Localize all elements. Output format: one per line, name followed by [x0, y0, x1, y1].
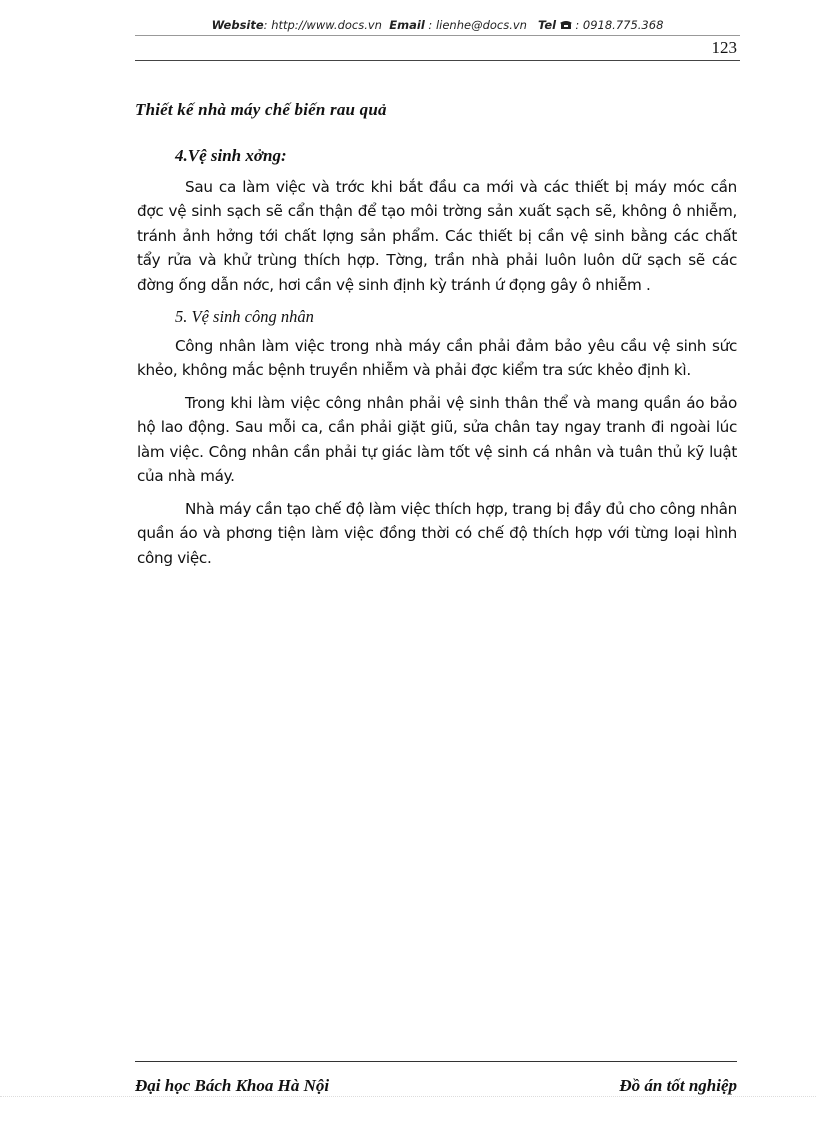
section-5-paragraph-3: Nhà máy cần tạo chế độ làm việc thích hợp, trang bị đầy đủ cho công nhân quần áo và phơng tiện làm việc đồng thời có chế độ thích hợp với từng loại hình công việc.	[137, 499, 737, 567]
footer-university: Đại học Bách Khoa Hà Nội	[135, 1076, 330, 1095]
tel-label: Tel	[537, 18, 557, 32]
section-5-paragraph-2: Trong khi làm việc công nhân phải vệ sinh thân thể và mang quần áo bảo hộ lao động. Sau mỗi ca, cần phải giặt giũ, sửa chân tay ngay tranh đi ngoài lúc làm việc. Công nhân cần phải tự giác làm tốt vệ sinh cá nhân và tuân thủ kỹ luật của nhà máy.	[137, 393, 737, 485]
section-5-paragraph-1: Công nhân làm việc trong nhà máy cần phải đảm bảo yêu cầu vệ sinh sức khẻo, không mắc bệnh truyền nhiễm và phải đợc kiểm tra sức khẻo định kì.	[137, 336, 737, 379]
document-body	[137, 144, 737, 578]
tel-value: : 0918.775.368	[575, 18, 664, 32]
header-rule-lower	[135, 60, 740, 61]
section-5-heading: 5. Vệ sinh công nhân	[175, 307, 314, 326]
header-rule	[135, 35, 740, 36]
section-4-heading: 4.Vệ sinh xởng:	[175, 146, 287, 165]
phone-icon	[560, 18, 576, 32]
page-number: 123	[711, 38, 737, 57]
site-header	[135, 18, 740, 32]
email-value[interactable]: : lienhe@docs.vn	[428, 18, 527, 32]
footer-rule	[135, 1061, 737, 1062]
email-label: Email	[389, 18, 425, 32]
website-value[interactable]: : http://www.docs.vn	[263, 18, 382, 32]
running-title: Thiết kế nhà máy chế biến rau quả	[135, 100, 387, 119]
website-label: Website	[211, 18, 264, 32]
section-4-paragraph: Sau ca làm việc và trớc khi bắt đầu ca mới và các thiết bị máy móc cần đợc vệ sinh sạch sẽ cẩn thận để tạo môi trờng sản xuất sạch sẽ, không ô nhiễm, tránh ảnh hởng tới chất lợng sản phẩm. Các thiết bị cần vệ sinh bằng các chất tẩy rửa và khử trùng thích hợp. Tờng, trần nhà phải luôn luôn dữ sạch sẽ các đờng ống dẫn nớc, hơi cần vệ sinh định kỳ tránh ứ đọng gây ô nhiễm .	[137, 177, 737, 294]
page-edge	[0, 1096, 816, 1097]
footer-project: Đồ án tốt nghiệp	[619, 1076, 737, 1095]
